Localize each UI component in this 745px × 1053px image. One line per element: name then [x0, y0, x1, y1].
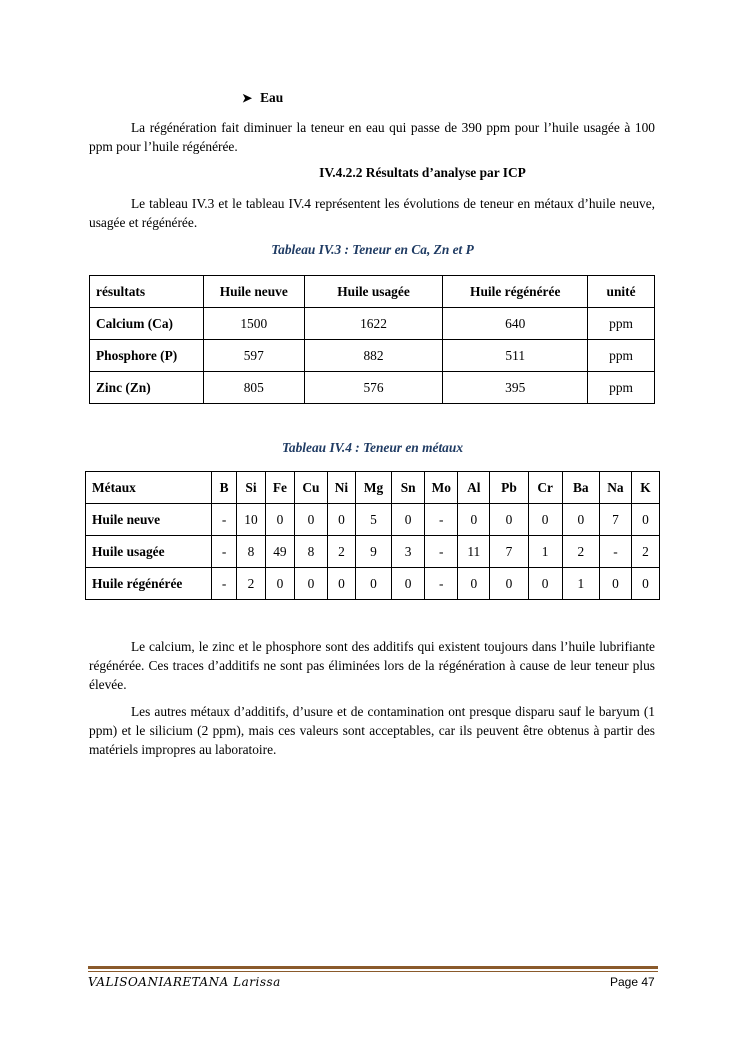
table-cell: 3: [392, 536, 425, 568]
table-header-cell: B: [212, 472, 237, 504]
paragraph-tables-intro: [89, 194, 655, 232]
table-cell: 8: [294, 536, 327, 568]
table-header-cell: Huile régénérée: [443, 276, 588, 308]
table-row-label: Phosphore (P): [90, 340, 204, 372]
table-header-row: [86, 472, 660, 504]
table-cell: -: [425, 568, 458, 600]
table-cell: 2: [562, 536, 599, 568]
table-cell: 7: [599, 504, 631, 536]
table-row: [90, 340, 655, 372]
table-row-label: Huile neuve: [86, 504, 212, 536]
table-header-cell: Métaux: [86, 472, 212, 504]
table-header-row: [90, 276, 655, 308]
table-metals: [85, 471, 660, 600]
table-cell: ppm: [588, 340, 655, 372]
table-row: [90, 308, 655, 340]
paragraph-additives-text: Le calcium, le zinc et le phosphore sont des additifs qui existent toujours dans l’huile lubrifiante régénérée. Ces traces d’additifs ne sont pas éliminées lors de la régénération à cause de leur teneur plus élevée.: [89, 639, 655, 692]
table-cell: -: [599, 536, 631, 568]
table-cell: -: [425, 536, 458, 568]
table-header-cell: Pb: [490, 472, 528, 504]
table-row: [86, 504, 660, 536]
table-row-label: Zinc (Zn): [90, 372, 204, 404]
table-header-cell: résultats: [90, 276, 204, 308]
table-header-cell: Fe: [265, 472, 294, 504]
table-cell: -: [212, 536, 237, 568]
paragraph-tables-intro-text: Le tableau IV.3 et le tableau IV.4 représentent les évolutions de teneur en métaux d’huile neuve, usagée et régénérée.: [89, 196, 655, 230]
bullet-heading-text: Eau: [260, 90, 284, 105]
table-cell: 10: [236, 504, 265, 536]
footer-divider: [88, 966, 658, 969]
table-cell: 0: [327, 504, 355, 536]
table-cell: 0: [355, 568, 391, 600]
bullet-heading: [242, 90, 283, 106]
table-row: [86, 568, 660, 600]
table-header-cell: Mo: [425, 472, 458, 504]
table-cell: 0: [631, 504, 659, 536]
paragraph-water: [89, 118, 655, 156]
table-cell: 1622: [304, 308, 443, 340]
table-cell: 0: [265, 568, 294, 600]
table-cell: 0: [599, 568, 631, 600]
table-cell: 11: [458, 536, 490, 568]
table4-caption: Tableau IV.4 : Teneur en métaux: [281, 440, 464, 455]
table-header-cell: Huile neuve: [203, 276, 304, 308]
table-cell: 640: [443, 308, 588, 340]
footer-divider-thin: [88, 971, 658, 972]
table-cell: 0: [294, 568, 327, 600]
table-cell: 511: [443, 340, 588, 372]
paragraph-other-metals-text: Les autres métaux d’additifs, d’usure et de contamination ont presque disparu sauf le baryum (1 ppm) et le silicium (2 ppm), mais ces valeurs sont acceptables, car ils peuvent être obtenus à partir des matériels impropres au laboratoire.: [89, 704, 655, 757]
table-cell: 0: [327, 568, 355, 600]
table-header-cell: Ba: [562, 472, 599, 504]
table-cell: 576: [304, 372, 443, 404]
table-cell: 0: [294, 504, 327, 536]
table-row-label: Huile régénérée: [86, 568, 212, 600]
table-cell: 0: [528, 504, 562, 536]
table-header-cell: Cr: [528, 472, 562, 504]
paragraph-additives: [89, 637, 655, 694]
table-cell: 0: [392, 568, 425, 600]
table-header-cell: Ni: [327, 472, 355, 504]
table-cell: 2: [327, 536, 355, 568]
table-cell: -: [212, 568, 237, 600]
table-cell: 49: [265, 536, 294, 568]
section-title: IV.4.2.2 Résultats d’analyse par ICP: [319, 165, 526, 180]
footer-author: VALISOANIARETANA Larissa: [88, 975, 281, 989]
table-row: [90, 372, 655, 404]
table-cell: 805: [203, 372, 304, 404]
table-cell: ppm: [588, 308, 655, 340]
table-cell: 0: [631, 568, 659, 600]
table-cell: 0: [490, 504, 528, 536]
table-cell: 9: [355, 536, 391, 568]
paragraph-water-text: La régénération fait diminuer la teneur en eau qui passe de 390 ppm pour l’huile usagée à 100 ppm pour l’huile régénérée.: [89, 120, 655, 154]
table-cell: 0: [392, 504, 425, 536]
table-header-cell: Cu: [294, 472, 327, 504]
table-ca-zn-p: [89, 275, 655, 404]
arrow-bullet-icon: ➤: [242, 91, 253, 105]
table-header-cell: Al: [458, 472, 490, 504]
table-header-cell: Sn: [392, 472, 425, 504]
table-cell: 0: [458, 568, 490, 600]
table-header-cell: unité: [588, 276, 655, 308]
table-header-cell: Na: [599, 472, 631, 504]
table-header-cell: Si: [236, 472, 265, 504]
table-cell: -: [212, 504, 237, 536]
table-cell: 7: [490, 536, 528, 568]
table-cell: 0: [265, 504, 294, 536]
table-cell: 1: [528, 536, 562, 568]
table3-caption: Tableau IV.3 : Teneur en Ca, Zn et P: [271, 242, 474, 257]
table-cell: 882: [304, 340, 443, 372]
table-cell: 5: [355, 504, 391, 536]
table-cell: 1: [562, 568, 599, 600]
table-cell: 0: [562, 504, 599, 536]
table-cell: ppm: [588, 372, 655, 404]
table-header-cell: Mg: [355, 472, 391, 504]
table-cell: 0: [458, 504, 490, 536]
table-header-cell: K: [631, 472, 659, 504]
paragraph-other-metals: [89, 702, 655, 759]
table-header-cell: Huile usagée: [304, 276, 443, 308]
table-row-label: Calcium (Ca): [90, 308, 204, 340]
table-row: [86, 536, 660, 568]
page-number: Page 47: [610, 975, 655, 989]
table-cell: 597: [203, 340, 304, 372]
table-cell: 8: [236, 536, 265, 568]
table-cell: 0: [528, 568, 562, 600]
table-cell: 395: [443, 372, 588, 404]
table-row-label: Huile usagée: [86, 536, 212, 568]
table-cell: -: [425, 504, 458, 536]
table-cell: 1500: [203, 308, 304, 340]
table-cell: 0: [490, 568, 528, 600]
table-cell: 2: [631, 536, 659, 568]
table-cell: 2: [236, 568, 265, 600]
